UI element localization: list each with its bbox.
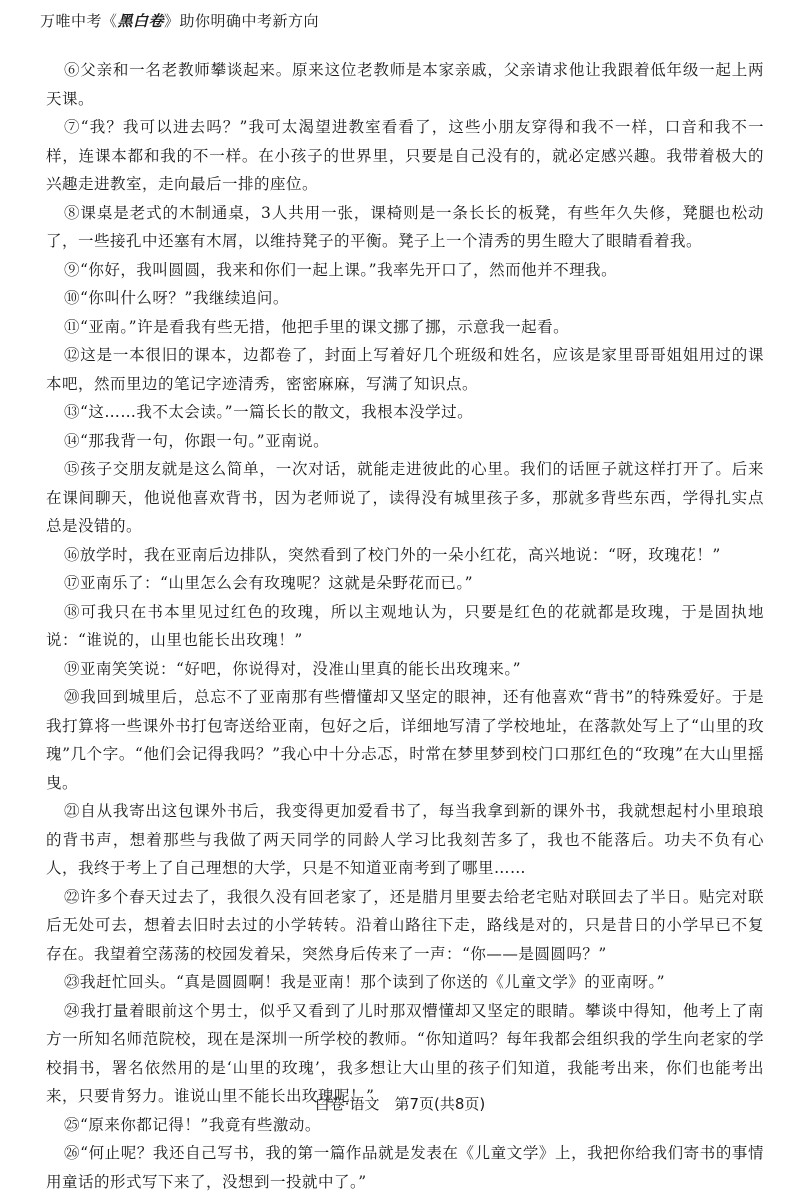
paragraph-11: ⑪“亚南。”许是看我有些无措，他把手里的课文挪了挪，示意我一起看。 bbox=[64, 317, 570, 336]
page-footer: 白卷·语文 第7页(共8页) bbox=[314, 1095, 486, 1113]
paragraph-21: ㉑自从我寄出这包课外书后，我变得更加爱看书了，每当我拿到新的课外书，我就想起村小里琅琅的背书声，想着那些与我做了两天同学的同龄人学习比我刻苦多了，我也不能落后。功夫不负有心人，我终于考上了自己理想的大学，只是不知道亚南考到了哪里…… bbox=[46, 802, 764, 877]
paragraph-16: ⑯放学时，我在亚南后边排队，突然看到了校门外的一朵小红花，高兴地说：“呀，玫瑰花！” bbox=[64, 545, 721, 564]
paragraph-14: ⑭“那我背一句，你跟一句。”亚南说。 bbox=[64, 431, 330, 450]
paragraph-22: ㉒许多个春天过去了，我很久没有回老家了，还是腊月里要去给老宅贴对联回去了半日。贴完对联后无处可去，想着去旧时去过的小学转转。沿着山路往下走，路线是对的，只是昔日的小学早已不复存在。我望着空荡荡的校园发着呆，突然身后传来了一声：“你——是圆圆吗？” bbox=[46, 887, 764, 963]
header-brand: 黑白卷 bbox=[117, 12, 165, 30]
paragraph-15: ⑮孩子交朋友就是这么简单，一次对话，就能走进彼此的心里。我们的话匣子就这样打开了。后来在课间聊天，他说他喜欢背书，因为老师说了，读得没有城里孩子多，那就多背些东西，学得扎实点总是没错的。 bbox=[46, 460, 764, 535]
article-body bbox=[46, 56, 764, 1196]
paragraph-8: ⑧课桌是老式的木制通桌，3人共用一张，课椅则是一条长长的板凳，有些年久失修，凳腿也松动了，一些接孔中还塞有木屑，以维持凳子的平衡。凳子上一个清秀的男生瞪大了眼睛看着我。 bbox=[46, 203, 764, 250]
paragraph-26: ㉖“何止呢？我还自己写书，我的第一篇作品就是发表在《儿童文学》上，我把你给我们寄书的事情用童话的形式写下来了，没想到一投就中了。” bbox=[46, 1144, 764, 1191]
paragraph-19: ⑲亚南笑笑说：“好吧，你说得对，没准山里真的能长出玫瑰来。” bbox=[64, 659, 522, 678]
paragraph-12: ⑫这是一本很旧的课本，边都卷了，封面上写着好几个班级和姓名，应该是家里哥哥姐姐用过的课本吧，然而里边的笔记字迹清秀，密密麻麻，写满了知识点。 bbox=[46, 346, 764, 393]
paragraph-18: ⑱可我只在书本里见过红色的玫瑰，所以主观地认为，只要是红色的花就都是玫瑰，于是固执地说：“谁说的，山里也能长出玫瑰！” bbox=[46, 602, 764, 649]
page-header bbox=[40, 10, 319, 31]
paragraph-20: ⑳我回到城里后，总忘不了亚南那有些懵懂却又坚定的眼神，还有他喜欢“背书”的特殊爱好。于是我打算将一些课外书打包寄送给亚南，包好之后，详细地写清了学校地址，在落款处写上了“山里的玫瑰”几个字。“他们会记得我吗？”我心中十分忐忑，时常在梦里梦到校门口那红色的“玫瑰”在大山里摇曳。 bbox=[46, 688, 764, 792]
paragraph-9: ⑨“你好，我叫圆圆，我来和你们一起上课。”我率先开口了，然而他并不理我。 bbox=[64, 260, 618, 279]
paragraph-25: ㉕“原来你都记得！”我竟有些激动。 bbox=[64, 1115, 321, 1134]
paragraph-13: ⑬“这……我不太会读。”一篇长长的散文，我根本没学过。 bbox=[64, 403, 474, 421]
header-suffix: 》助你明确中考新方向 bbox=[164, 12, 320, 30]
header-prefix: 万唯中考《 bbox=[40, 12, 118, 30]
paragraph-24: ㉔我打量着眼前这个男士，似乎又看到了儿时那双懵懂却又坚定的眼睛。攀谈中得知，他考上了南方一所知名师范院校，现在是深圳一所学校的教师。“你知道吗？每年我都会组织我的学生向老家的学校捐书，署名依然用的是‘山里的玫瑰’，我多想让大山里的孩子们知道，我能考出来，你们也能考出来，只要肯努力。谁说山里不能长出玫瑰呢！” bbox=[46, 1001, 764, 1105]
paragraph-17: ⑰亚南乐了：“山里怎么会有玫瑰呢？这就是朵野花而已。” bbox=[64, 574, 474, 592]
paragraph-23: ㉓我赶忙回头。“真是圆圆啊！我是亚南！那个读到了你送的《儿童文学》的亚南呀。” bbox=[64, 973, 666, 991]
paragraph-7: ⑦“我？我可以进去吗？”我可太渴望进教室看看了，这些小朋友穿得和我不一样，口音和我不一样，连课本都和我的不一样。在小孩子的世界里，只要是自己没有的，就必定感兴趣。我带着极大的兴趣走进教室，走向最后一排的座位。 bbox=[46, 118, 764, 193]
paragraph-10: ⑩“你叫什么呀？”我继续追问。 bbox=[64, 289, 289, 307]
paragraph-6: ⑥父亲和一名老教师攀谈起来。原来这位老教师是本家亲戚，父亲请求他让我跟着低年级一起上两天课。 bbox=[46, 61, 764, 108]
